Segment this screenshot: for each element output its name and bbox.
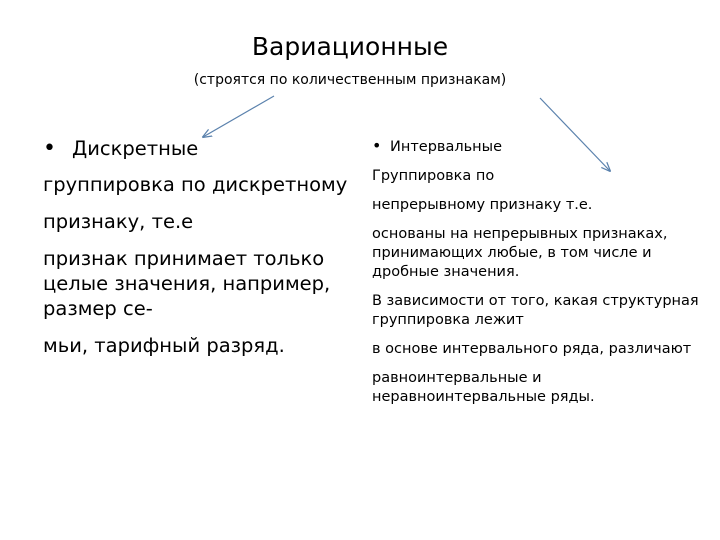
left-heading: Дискретные xyxy=(72,137,199,160)
right-heading-item xyxy=(372,136,702,157)
arrow-left xyxy=(203,96,274,137)
right-heading: Интервальные xyxy=(390,139,502,155)
right-line: основаны на непрерывных признаках, принимающих любые, в том числе и дробные значения. xyxy=(372,226,668,280)
left-line: признаку, те.е xyxy=(43,210,194,233)
right-line: В зависимости от того, какая структурная группировка лежит xyxy=(372,293,699,328)
left-heading-item xyxy=(43,136,353,161)
bullet-icon: • xyxy=(43,136,56,161)
right-line: в основе интервального ряда, различают xyxy=(372,341,692,357)
left-line: признак принимает только целые значения, например, размер се- xyxy=(43,247,331,320)
right-line: Группировка по xyxy=(372,168,495,184)
left-line: группировка по дискретному xyxy=(43,173,348,196)
right-line: равноинтервальные и неравноинтервальные ряды. xyxy=(372,370,595,405)
bullet-icon: • xyxy=(372,136,382,155)
right-line: непрерывному признаку т.е. xyxy=(372,197,593,213)
left-line: мьи, тарифный разряд. xyxy=(43,334,285,357)
slide-title: Вариационные xyxy=(251,32,449,61)
right-column xyxy=(372,136,702,417)
left-column xyxy=(43,136,353,370)
slide-subtitle: (строятся по количественным признакам) xyxy=(193,72,507,88)
